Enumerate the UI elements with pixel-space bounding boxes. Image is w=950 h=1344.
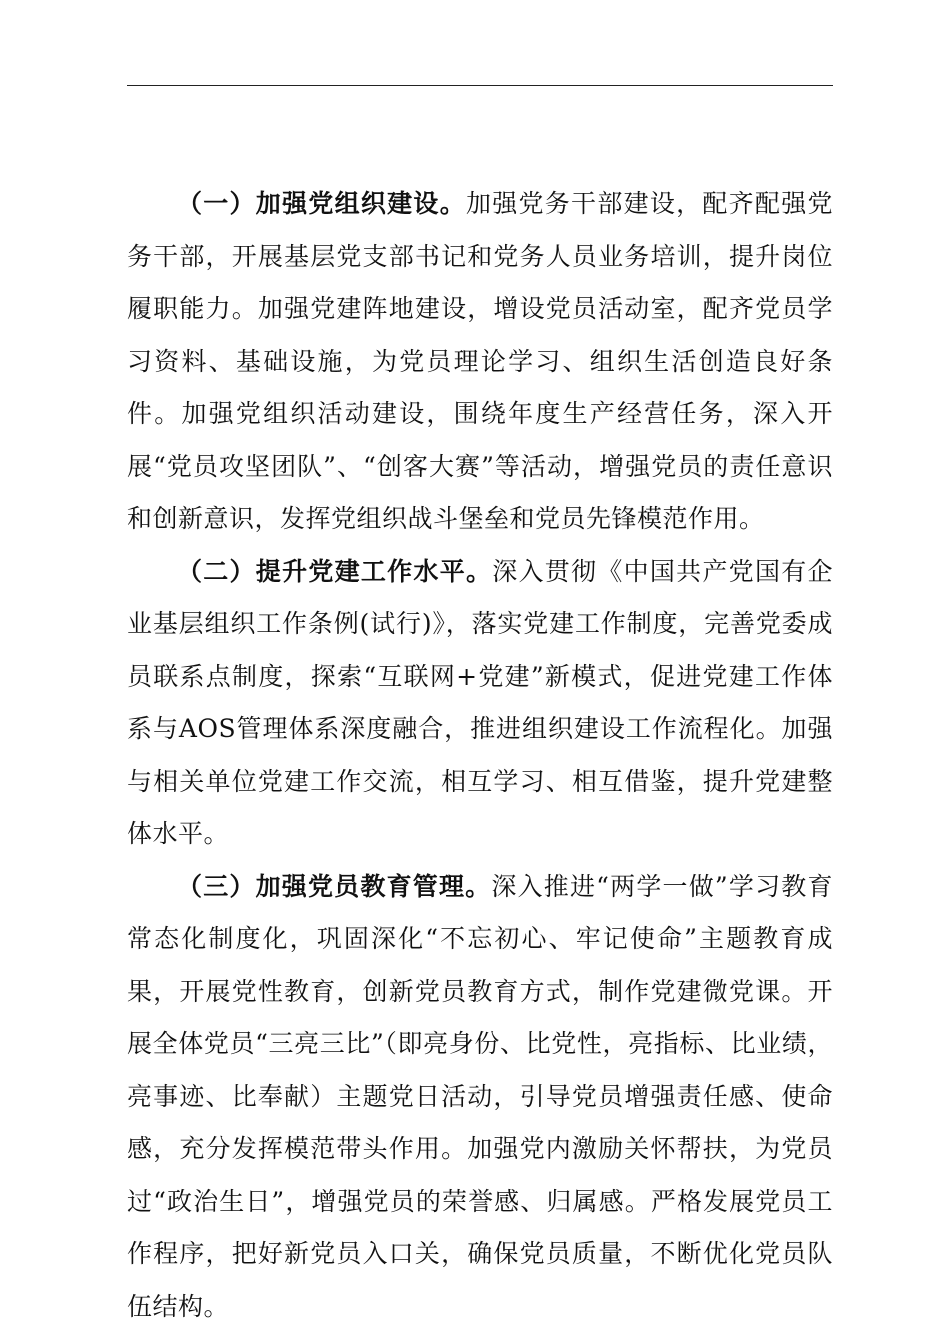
section-3-body: 深入推进“两学一做”学习教育常态化制度化，巩固深化“不忘初心、牢记使命”主题教育成果，开展党性教育，创新党员教育方式，制作党建微党课。开展全体党员“三亮三比”（即亮身份、比党性，亮指标、比业绩，亮事迹、比奉献）主题党日活动，引导党员增强责任感、使命感，充分发挥模范带头作用。加强党内激励关怀帮扶，为党员过“政治生日”，增强党员的荣誉感、归属感。严格发展党员工作程序，把好新党员入口关，确保党员质量，不断优化党员队伍结构。 <box>127 871 833 1321</box>
section-3-heading: （三）加强党员教育管理。 <box>177 871 492 901</box>
section-2-body: 深入贯彻《中国共产党国有企业基层组织工作条例(试行)》，落实党建工作制度，完善党委成员联系点制度，探索“互联网+党建”新模式，促进党建工作体系与AOS管理体系深度融合，推进组织建设工作流程化。加强与相关单位党建工作交流，相互学习、相互借鉴，提升党建整体水平。 <box>127 556 833 848</box>
section-2-paragraph <box>127 546 833 861</box>
section-2-heading: （二）提升党建工作水平。 <box>177 556 493 586</box>
section-1-heading: （一）加强党组织建设。 <box>177 189 466 218</box>
section-1-paragraph <box>127 178 833 546</box>
section-1-body: 加强党务干部建设，配齐配强党务干部，开展基层党支部书记和党务人员业务培训，提升岗位履职能力。加强党建阵地建设，增设党员活动室，配齐党员学习资料、基础设施，为党员理论学习、组织生活创造良好条件。加强党组织活动建设，围绕年度生产经营任务，深入开展“党员攻坚团队”、“创客大赛”等活动，增强党员的责任意识和创新意识，发挥党组织战斗堡垒和党员先锋模范作用。 <box>127 189 833 533</box>
section-3-paragraph <box>127 861 833 1334</box>
header-rule <box>127 85 833 86</box>
document-body <box>127 178 833 1333</box>
